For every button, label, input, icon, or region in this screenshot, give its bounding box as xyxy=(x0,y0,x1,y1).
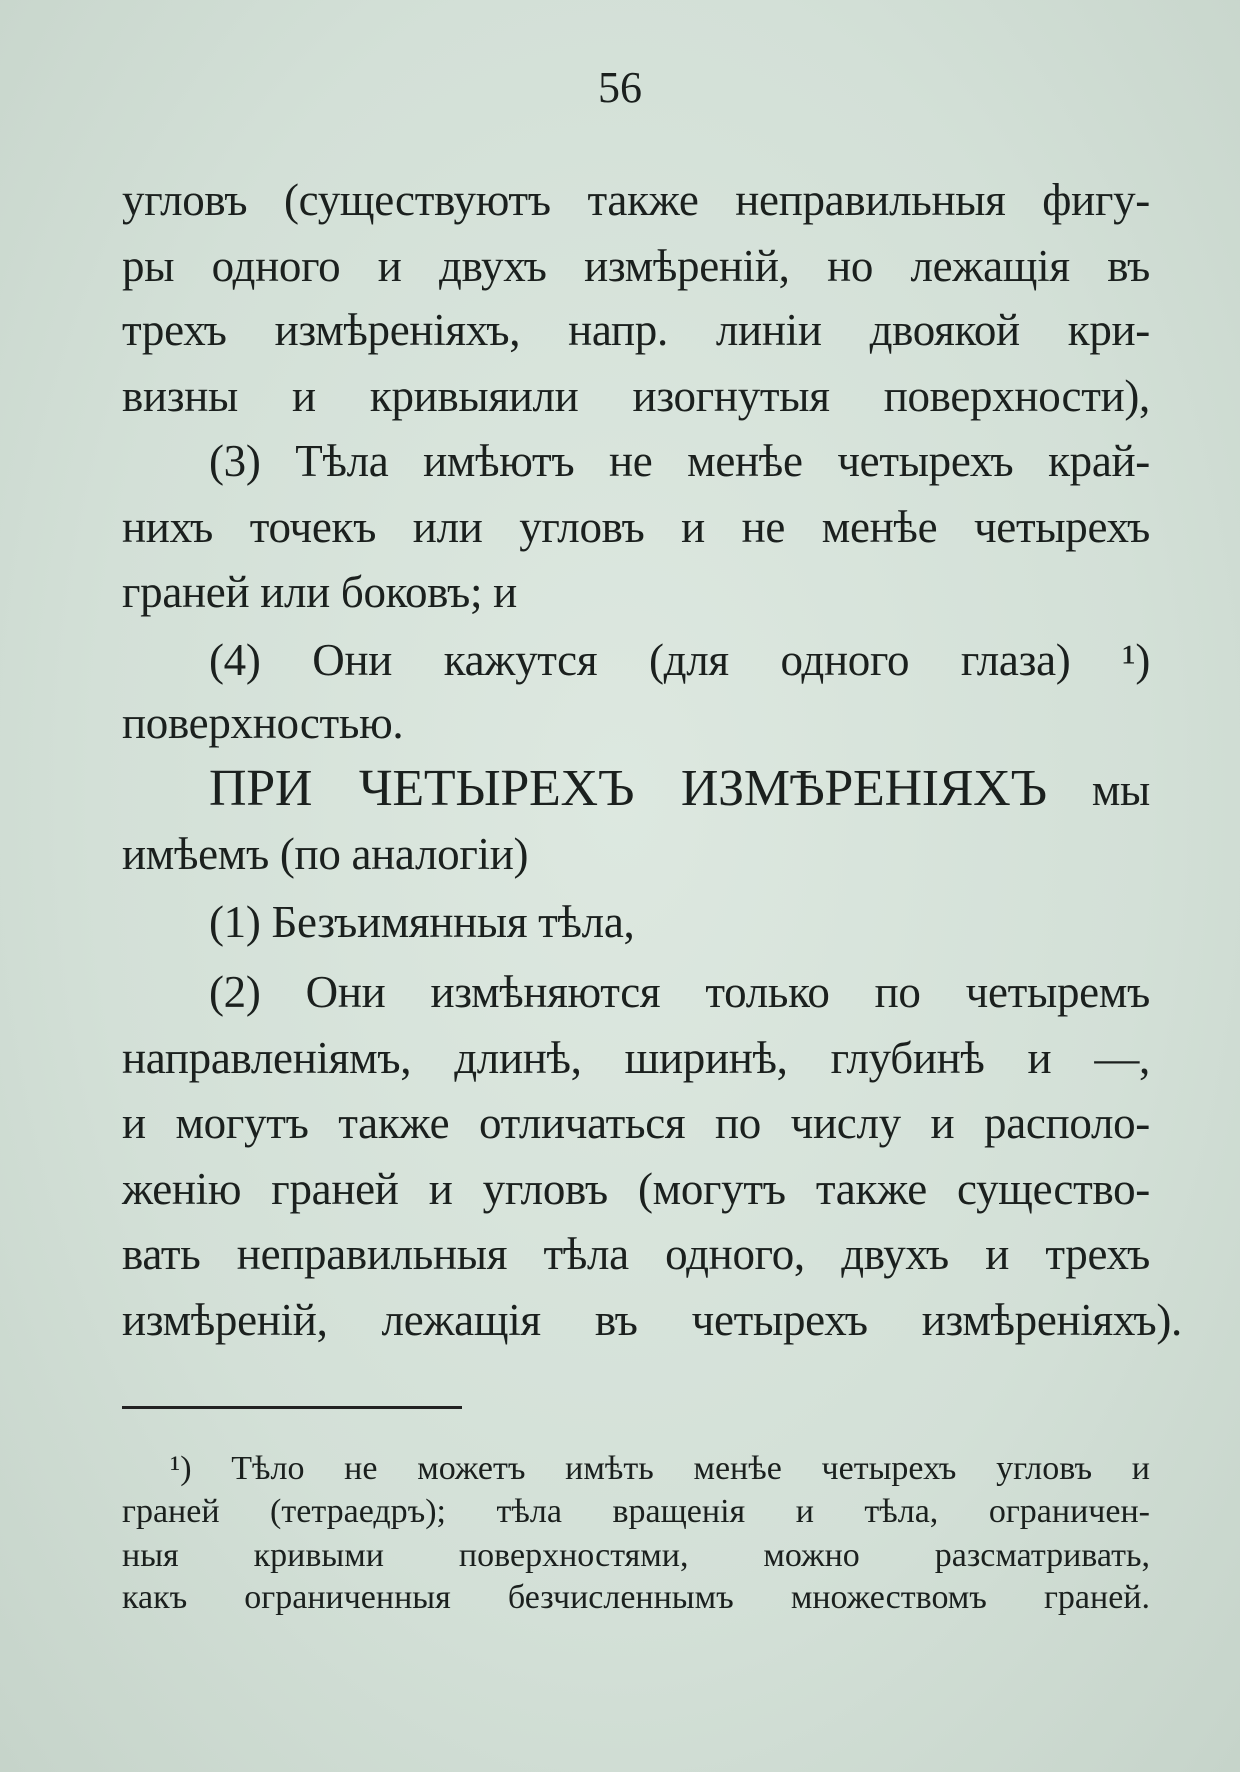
text-line: (1) Безъимянныя тѣла, xyxy=(209,897,635,947)
text-line: измѣреній, лежащія въ четырехъ измѣреніяхъ). xyxy=(122,1295,1182,1345)
heading-tail: мы xyxy=(1091,765,1150,815)
text-line: имѣемъ (по аналогіи) xyxy=(122,829,529,879)
text-line: и могутъ также отличаться по числу и располо- xyxy=(122,1098,1150,1148)
text-line: поверхностью. xyxy=(122,698,404,748)
text-line: граней или боковъ; и xyxy=(122,567,517,617)
section-heading: ПРИ ЧЕТЫРЕХЪ ИЗМѢРЕНІЯХЪ xyxy=(209,760,1047,817)
text-line: трехъ измѣреніяхъ, напр. линіи двоякой кри- xyxy=(122,305,1150,355)
text-line: (4) Они кажутся (для одного глаза) ¹) xyxy=(209,635,1150,685)
heading-line xyxy=(209,759,1150,820)
text-line: (2) Они измѣняются только по четыремъ xyxy=(209,967,1150,1017)
footnote-line: ¹) Тѣло не можетъ имѣть менѣе четырехъ угловъ и xyxy=(170,1450,1150,1487)
text-line: угловъ (существуютъ также неправильныя фигу- xyxy=(122,175,1150,225)
text-line: нихъ точекъ или угловъ и не менѣе четырехъ xyxy=(122,502,1150,552)
footnote-line: граней (тетраедръ); тѣла вращенія и тѣла, ограничен- xyxy=(122,1493,1150,1530)
text-line: вать неправильныя тѣла одного, двухъ и трехъ xyxy=(122,1229,1150,1279)
footnote-divider xyxy=(122,1406,462,1409)
text-line: ры одного и двухъ измѣреній, но лежащія въ xyxy=(122,241,1150,291)
footnote-line: какъ ограниченныя безчисленнымъ множествомъ граней. xyxy=(122,1579,1150,1616)
text-line: направленіямъ, длинѣ, ширинѣ, глубинѣ и —, xyxy=(122,1033,1150,1083)
footnote-line: ныя кривыми поверхностями, можно разсматривать, xyxy=(122,1537,1150,1574)
page-number: 56 xyxy=(598,63,642,112)
text-line: женію граней и угловъ (могутъ также существо- xyxy=(122,1164,1150,1214)
text-line: (3) Тѣла имѣютъ не менѣе четырехъ край- xyxy=(209,436,1150,486)
text-line: визны и кривыяили изогнутыя поверхности), xyxy=(122,371,1150,421)
